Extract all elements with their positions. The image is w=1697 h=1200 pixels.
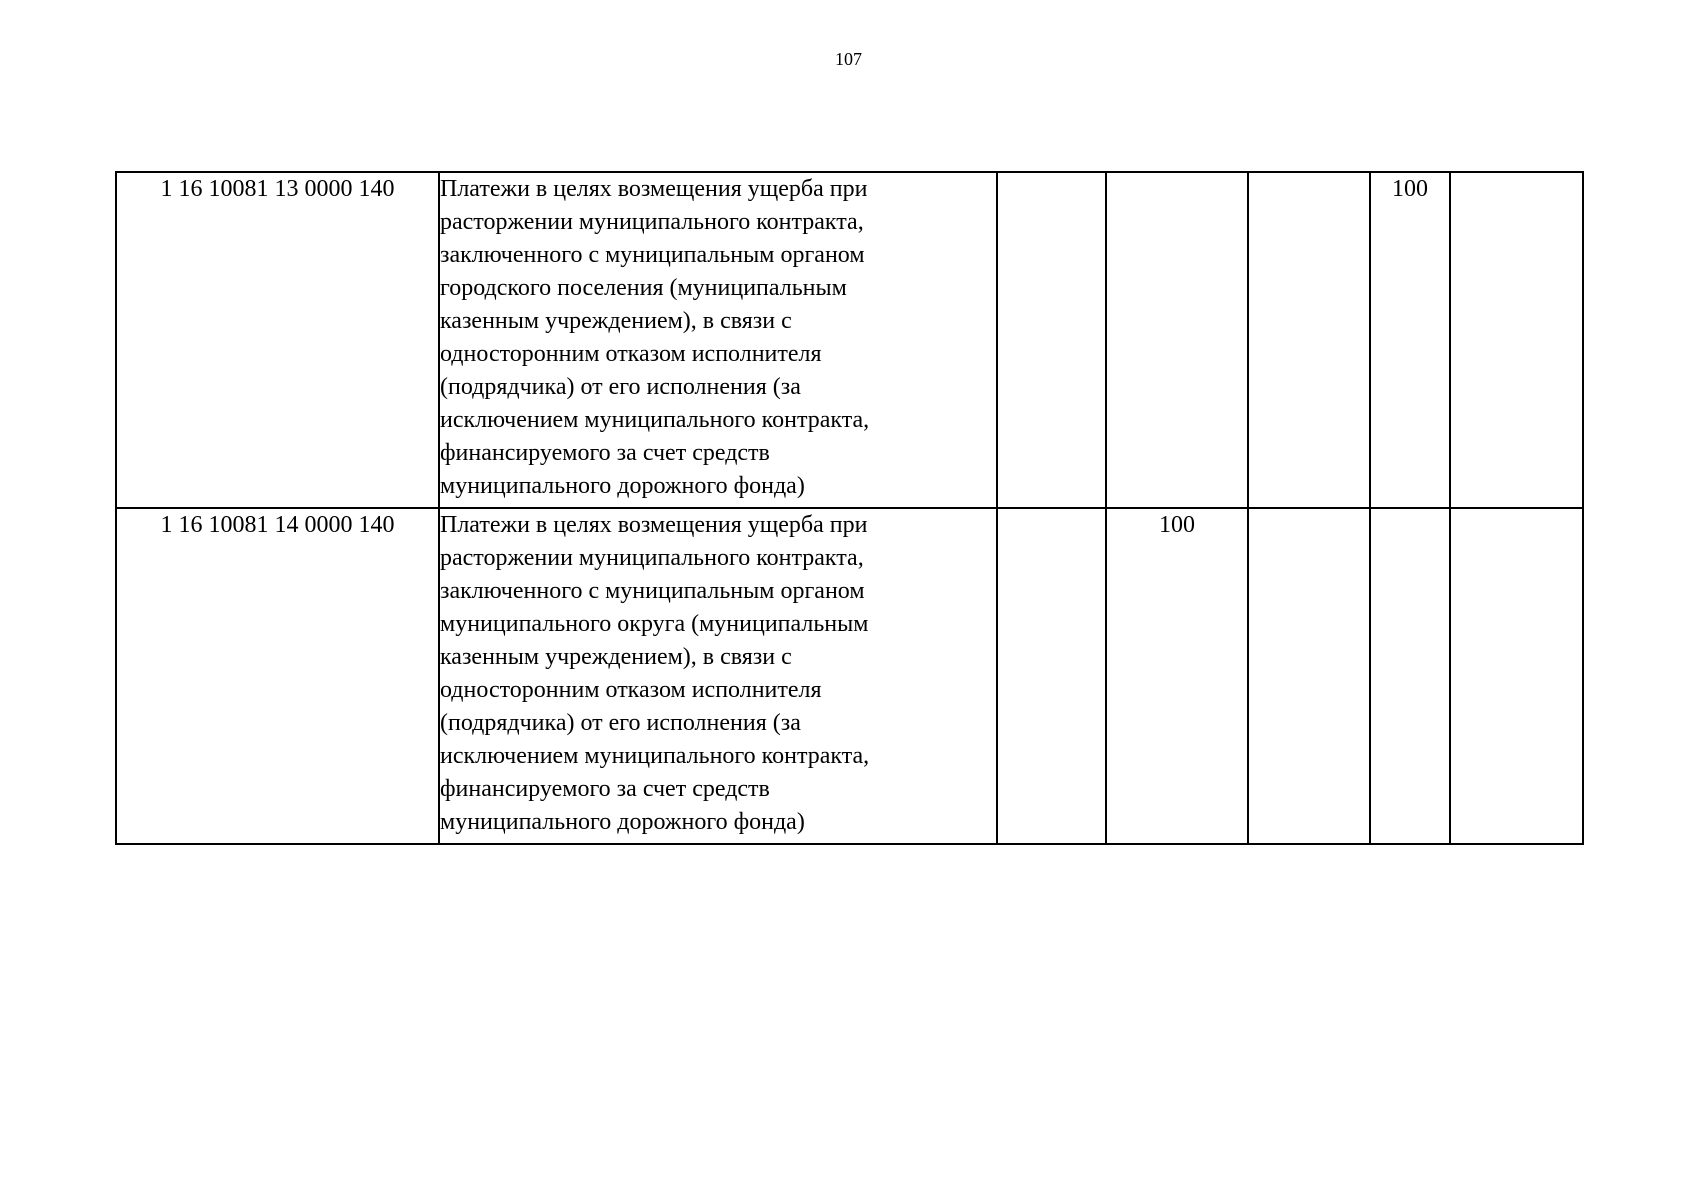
value-cell	[997, 172, 1106, 508]
revenue-description	[439, 172, 997, 508]
value-cell	[1248, 508, 1370, 844]
description-line: Платежи в целях возмещения ущерба при	[440, 512, 868, 538]
description-line: казенным учреждением), в связи с	[440, 308, 792, 334]
description-line: финансируемого за счет средств	[440, 440, 770, 466]
revenue-distribution-table	[115, 171, 1584, 845]
value-cell	[1106, 172, 1248, 508]
description-line: казенным учреждением), в связи с	[440, 644, 792, 670]
description-line: городского поселения (муниципальным	[440, 275, 847, 301]
description-line: заключенного с муниципальным органом	[440, 242, 865, 268]
description-line: (подрядчика) от его исполнения (за	[440, 710, 801, 736]
description-line: муниципального округа (муниципальным	[440, 611, 869, 637]
description-line: расторжении муниципального контракта,	[440, 545, 864, 571]
value-cell	[1248, 172, 1370, 508]
description-line: муниципального дорожного фонда)	[440, 473, 805, 499]
value-cell	[1450, 508, 1583, 844]
table-row	[116, 508, 1583, 844]
description-line: исключением муниципального контракта,	[440, 743, 870, 769]
description-line: муниципального дорожного фонда)	[440, 809, 805, 835]
value-cell: 100	[1370, 172, 1450, 508]
table-row	[116, 172, 1583, 508]
value-cell	[1450, 172, 1583, 508]
description-line: финансируемого за счет средств	[440, 776, 770, 802]
budget-classification-code: 1 16 10081 13 0000 140	[116, 172, 439, 508]
page-number: 107	[835, 49, 862, 69]
revenue-description	[439, 508, 997, 844]
value-cell	[1370, 508, 1450, 844]
budget-classification-code: 1 16 10081 14 0000 140	[116, 508, 439, 844]
description-line: односторонним отказом исполнителя	[440, 341, 822, 367]
description-line: расторжении муниципального контракта,	[440, 209, 864, 235]
description-line: исключением муниципального контракта,	[440, 407, 870, 433]
description-line: Платежи в целях возмещения ущерба при	[440, 176, 868, 202]
value-cell	[997, 508, 1106, 844]
value-cell: 100	[1106, 508, 1248, 844]
description-line: заключенного с муниципальным органом	[440, 578, 865, 604]
description-line: (подрядчика) от его исполнения (за	[440, 374, 801, 400]
description-line: односторонним отказом исполнителя	[440, 677, 822, 703]
